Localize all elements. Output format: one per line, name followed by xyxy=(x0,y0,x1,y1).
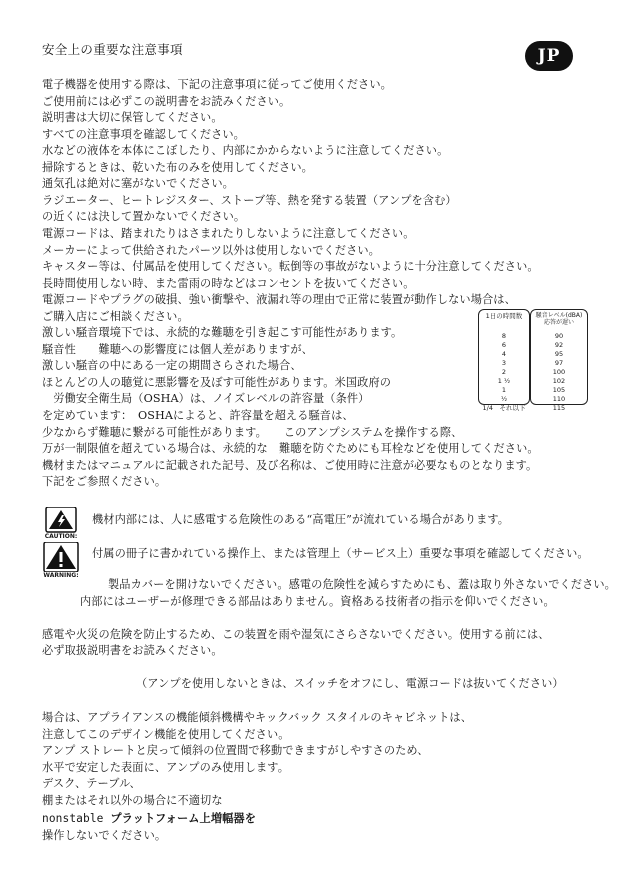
table-cell: 1/4 それ以下 xyxy=(482,404,526,412)
table-cell: ½ xyxy=(500,395,508,403)
text-line: ご購入店にご相談ください。 xyxy=(42,309,189,323)
caution-label: CAUTION: xyxy=(44,533,78,540)
level-header: 騒音レベル(dBA) 応答が遅い xyxy=(535,312,583,326)
switch-note: （アンプを使用しないときは、スイッチをオフにし、電源コードは抜いてください） xyxy=(136,677,564,690)
text-line: 万が一制限値を超えている場合は、永続的な 難聴を防ぐためにも耳栓などを使用してください。 xyxy=(42,442,539,456)
text-line: 激しい騒音環境下では、永続的な難聴を引き起こす可能性があります。 xyxy=(42,326,403,340)
text-line: 水などの液体を本体にこぼしたり、内部にかからないように注意してください。 xyxy=(42,144,449,158)
text-line: 電源コードは、踏まれたりはさまれたりしないように注意してください。 xyxy=(42,226,415,240)
text-line: 機材またはマニュアルに記載された記号、及び名称は、ご使用時に注意が必要なものとなります。 xyxy=(42,458,538,472)
fire-warning-2: 必ず取扱説明書をお読みください。 xyxy=(42,644,223,657)
warning-label: WARNING: xyxy=(43,572,79,579)
table-cell: 4 xyxy=(501,350,507,358)
cover-text-2: 内部にはユーザーが修理できる部品はありません。資格ある技術者の指示を仰いでください。 xyxy=(80,595,555,608)
duration-header: 1日の時間数 xyxy=(485,312,523,320)
fire-warning-1: 感電や火災の危険を防止するため、この装置を雨や湿気にさらさないでください。使用する前には、 xyxy=(42,628,550,641)
table-cell: 102 xyxy=(552,377,566,385)
text-line: の近くには決して置かないでください。 xyxy=(42,210,246,224)
text-line: を定めています： OSHAによると、許容量を超える騒音は、 xyxy=(42,409,354,422)
table-cell: 95 xyxy=(554,350,564,358)
text-line: 下記をご参照ください。 xyxy=(42,475,167,489)
table-cell: 115 xyxy=(552,404,566,412)
footer-bold: プラットフォーム上増幅器を xyxy=(110,812,256,825)
table-cell: 110 xyxy=(552,395,566,403)
cover-text-1: 製品カバーを開けないでください。感電の危険性を減らすためにも、蓋は取り外さないでください。 xyxy=(108,578,616,591)
footer-line xyxy=(42,812,256,825)
text-line: アンプ ストレートと戻って傾斜の位置間で移動できますがしやすさのため、 xyxy=(42,744,429,757)
text-line: 電子機器を使用する際は、下記の注意事項に従ってご使用ください。 xyxy=(42,78,392,91)
text-line: ご使用前には必ずこの説明書をお読みください。 xyxy=(42,94,291,108)
levels-column xyxy=(531,332,587,413)
text-line: すべての注意事項を確認してください。 xyxy=(42,127,245,141)
text-line: 掃除するときは、乾いた布のみを使用してください。 xyxy=(42,160,313,174)
table-cell: 6 xyxy=(501,341,507,349)
footer-prefix: nonstable xyxy=(42,812,111,825)
noise-exposure-table xyxy=(478,309,530,412)
text-line: ほとんどの人の聴覚に悪影響を及ぼす可能性があります。米国政府の xyxy=(42,375,392,389)
table-cell: 100 xyxy=(552,368,566,376)
table-cell: 8 xyxy=(501,332,507,340)
language-badge: JP xyxy=(525,41,573,71)
table-cell: 1 ½ xyxy=(497,377,511,385)
table-cell: 2 xyxy=(501,368,507,376)
caution-text: 機材内部には、人に感電する危険性のある“高電圧”が流れている場合があります。 xyxy=(92,513,510,526)
table-cell: 97 xyxy=(554,359,564,367)
text-line: 棚またはそれ以外の場合に不適切な xyxy=(42,793,223,807)
table-cell: 90 xyxy=(554,332,564,340)
footer-last: 操作しないでください。 xyxy=(42,829,167,842)
table-cell: 1 xyxy=(501,386,507,394)
table-cell: 3 xyxy=(501,359,507,367)
text-line: 労働安全衛生局（OSHA）は、ノイズレベルの許容量（条件） xyxy=(42,392,370,406)
text-line: 長時間使用しない時、また雷雨の時などはコンセントを抜いてください。 xyxy=(42,276,415,290)
text-line: メーカーによって供給されたパーツ以外は使用しないでください。 xyxy=(42,243,380,257)
text-line: 騒音性 難聴への影響度には個人差がありますが、 xyxy=(42,342,313,356)
text-line: 電源コードやプラグの破損、強い衝撃や、液漏れ等の理由で正常に装置が動作しない場合は、 xyxy=(42,293,516,307)
text-line: 注意してこのデザイン機能を使用してください。 xyxy=(42,727,290,741)
text-line: デスク、テーブル、 xyxy=(42,777,141,790)
text-line: 少なからず難聴に繋がる可能性があります。 このアンプシステムを操作する際、 xyxy=(42,425,463,439)
table-cell: 92 xyxy=(554,341,564,349)
noise-level-table xyxy=(530,309,588,412)
text-line: 水平で安定した表面に、アンプのみ使用します。 xyxy=(42,760,289,774)
hours-column xyxy=(479,332,529,413)
warning-text: 付属の冊子に書かれている操作上、または管理上（サービス上）重要な事項を確認してください。 xyxy=(92,547,589,560)
text-line: 説明書は大切に保管してください。 xyxy=(42,111,223,125)
table-cell: 105 xyxy=(552,386,566,394)
page-title: 安全上の重要な注意事項 xyxy=(42,42,183,57)
text-line: キャスター等は、付属品を使用してください。転倒等の事故がないように十分注意してください。 xyxy=(42,260,539,274)
text-line: ラジエーター、ヒートレジスター、ストーブ等、熱を発する装置（アンプを含む） xyxy=(42,193,457,207)
text-line: 場合は、アプライアンスの機能傾斜機構やキックバック スタイルのキャビネットは、 xyxy=(42,711,473,724)
text-line: 通気孔は絶対に塞がないでください。 xyxy=(42,177,234,191)
text-line: 激しい騒音の中にある一定の期間さらされた場合、 xyxy=(42,359,302,373)
